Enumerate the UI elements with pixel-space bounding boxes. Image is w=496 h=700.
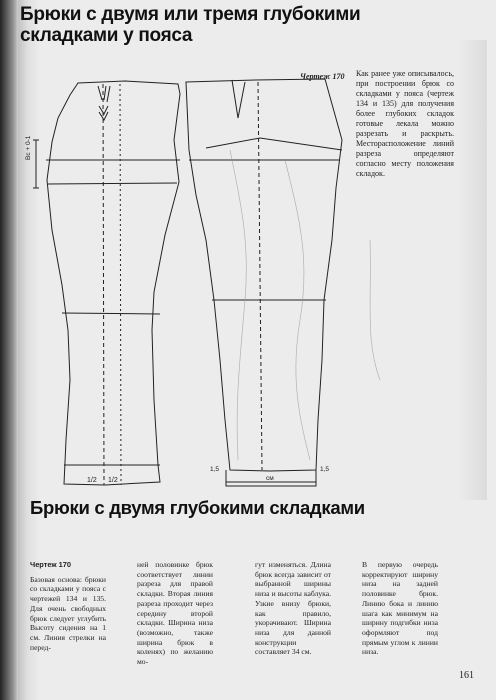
offset-label-1: 1,5	[210, 466, 220, 473]
column-4	[362, 560, 438, 659]
column-2-text: ней половинке брюк соответствует линии разреза для правой складки. Вторая линия разреза проходит через середину второй складки. Ширина низа (возможно, также ширина брюк в коленях) по желанию мо-	[137, 560, 213, 667]
front-piece-outline	[47, 81, 180, 485]
half-label-1: 1/2	[87, 477, 97, 484]
cut-line-left	[120, 84, 121, 485]
page-number: 161	[459, 670, 474, 681]
column-3	[255, 560, 331, 659]
seat-line	[48, 183, 177, 184]
column-1-heading: Чертеж 170	[30, 560, 71, 569]
column-4-text: В первую очередь корректируют ширину низа на задней половинке брюк. Линию бока и линию шага как минимум на ширину подгибки низа оформляют под прямым углом к линии низа.	[362, 560, 438, 657]
back-dart	[232, 80, 245, 118]
column-1-text: Базовая основа: брюки со складками у пояса с чертежей 134 и 135. Для очень свободных брюк следует углубить Высоту сидения на 1 см. Линия стрелки на перед-	[30, 574, 106, 652]
drawing-label: Чертеж 170	[300, 72, 345, 81]
page-title: Брюки с двумя или тремя глубокими складками у пояса	[20, 4, 361, 46]
column-2	[137, 560, 213, 669]
column-1	[30, 560, 106, 654]
back-center-line	[258, 82, 262, 470]
sidebar-text: Как ранее уже описывалось, при построении брюк со складками у пояса (чертеж 134 и 135) для получения более глубоких складок готовые лекала можно разрезать и раскрыть. Месторасположение линий разреза определяют согласно месту положения складок.	[356, 69, 454, 178]
section-title: Брюки с двумя глубокими складками	[30, 497, 365, 518]
back-hip-curve	[206, 138, 342, 150]
dimension-label: Вс + 0-1	[25, 135, 32, 160]
back-piece-outline	[186, 79, 342, 471]
pleat-marks	[98, 86, 110, 102]
offset-label-2: 1,5	[320, 466, 330, 473]
half-label-2: 1/2	[108, 477, 118, 484]
unit-label: см	[266, 475, 274, 482]
crease-line-left	[103, 84, 104, 485]
column-3-text: гут изменяться. Длина брюк всегда зависит от выбранной ширины низа и высоты каблука. Узкие внизу брюки, как правило, укорачивают. Ширина низа для данной конструкции составляет 34 см.	[255, 560, 331, 657]
knee-line	[62, 313, 160, 314]
